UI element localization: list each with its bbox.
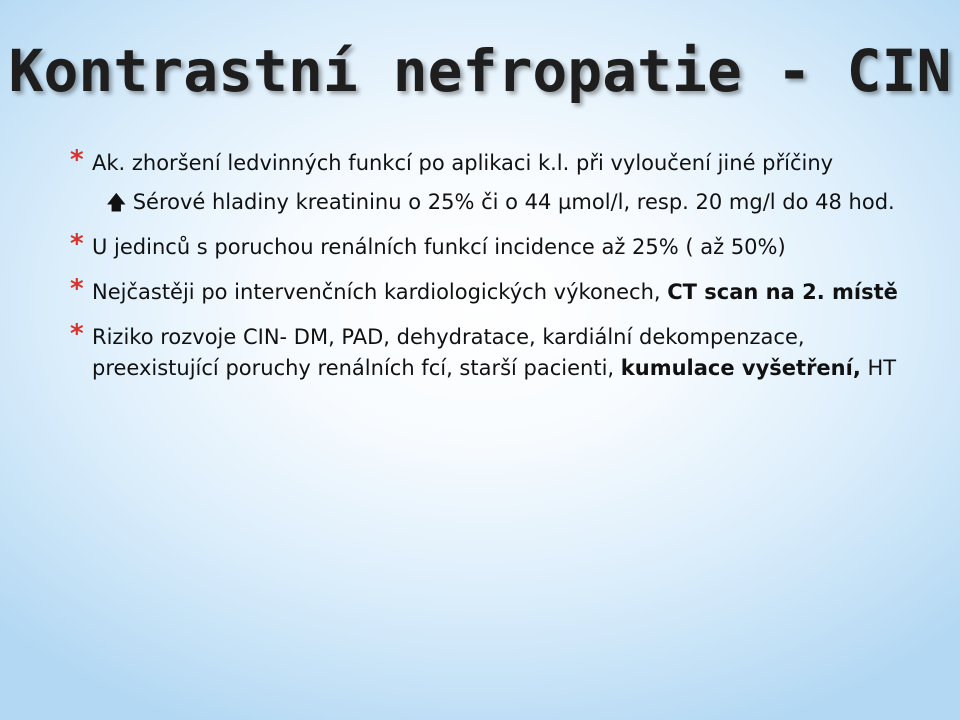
bullet-bold-text: kumulace vyšetření,	[620, 356, 861, 380]
bullet-text: Ak. zhoršení ledvinných funkcí po aplikaci k.l. při vyloučení jiné příčiny	[92, 151, 834, 175]
bullet-marker: *	[70, 145, 84, 175]
slide-title: Kontrastní nefropatie - CIN	[8, 37, 952, 105]
bullet-item	[70, 274, 930, 308]
bullet-item	[70, 145, 930, 179]
bullet-text: Nejčastěji po intervenčních kardiologických výkonech,	[92, 280, 668, 304]
bullet-marker: *	[70, 319, 84, 349]
bullet-list	[70, 145, 930, 384]
bullet-marker: *	[70, 229, 84, 259]
sub-bullet-text: Sérové hladiny kreatininu o 25% či o 44 µmol/l, resp. 20 mg/l do 48 hod.	[132, 190, 895, 214]
bullet-text: Riziko rozvoje CIN- DM, PAD, dehydratace, kardiální dekompenzace, preexistující poruchy renálních fcí, starší pacienti,	[92, 325, 805, 380]
bullet-marker: *	[70, 274, 84, 304]
up-arrow-icon: 🡅	[106, 190, 127, 214]
bullet-bold-text: CT scan na 2. místě	[667, 280, 898, 304]
bullet-text: U jedinců s poruchou renálních funkcí incidence až 25% ( až 50%)	[92, 235, 786, 259]
bullet-tail-text: HT	[860, 356, 897, 380]
bullet-item	[70, 319, 930, 384]
sub-bullet-item	[70, 187, 930, 218]
bullet-item	[70, 229, 930, 263]
